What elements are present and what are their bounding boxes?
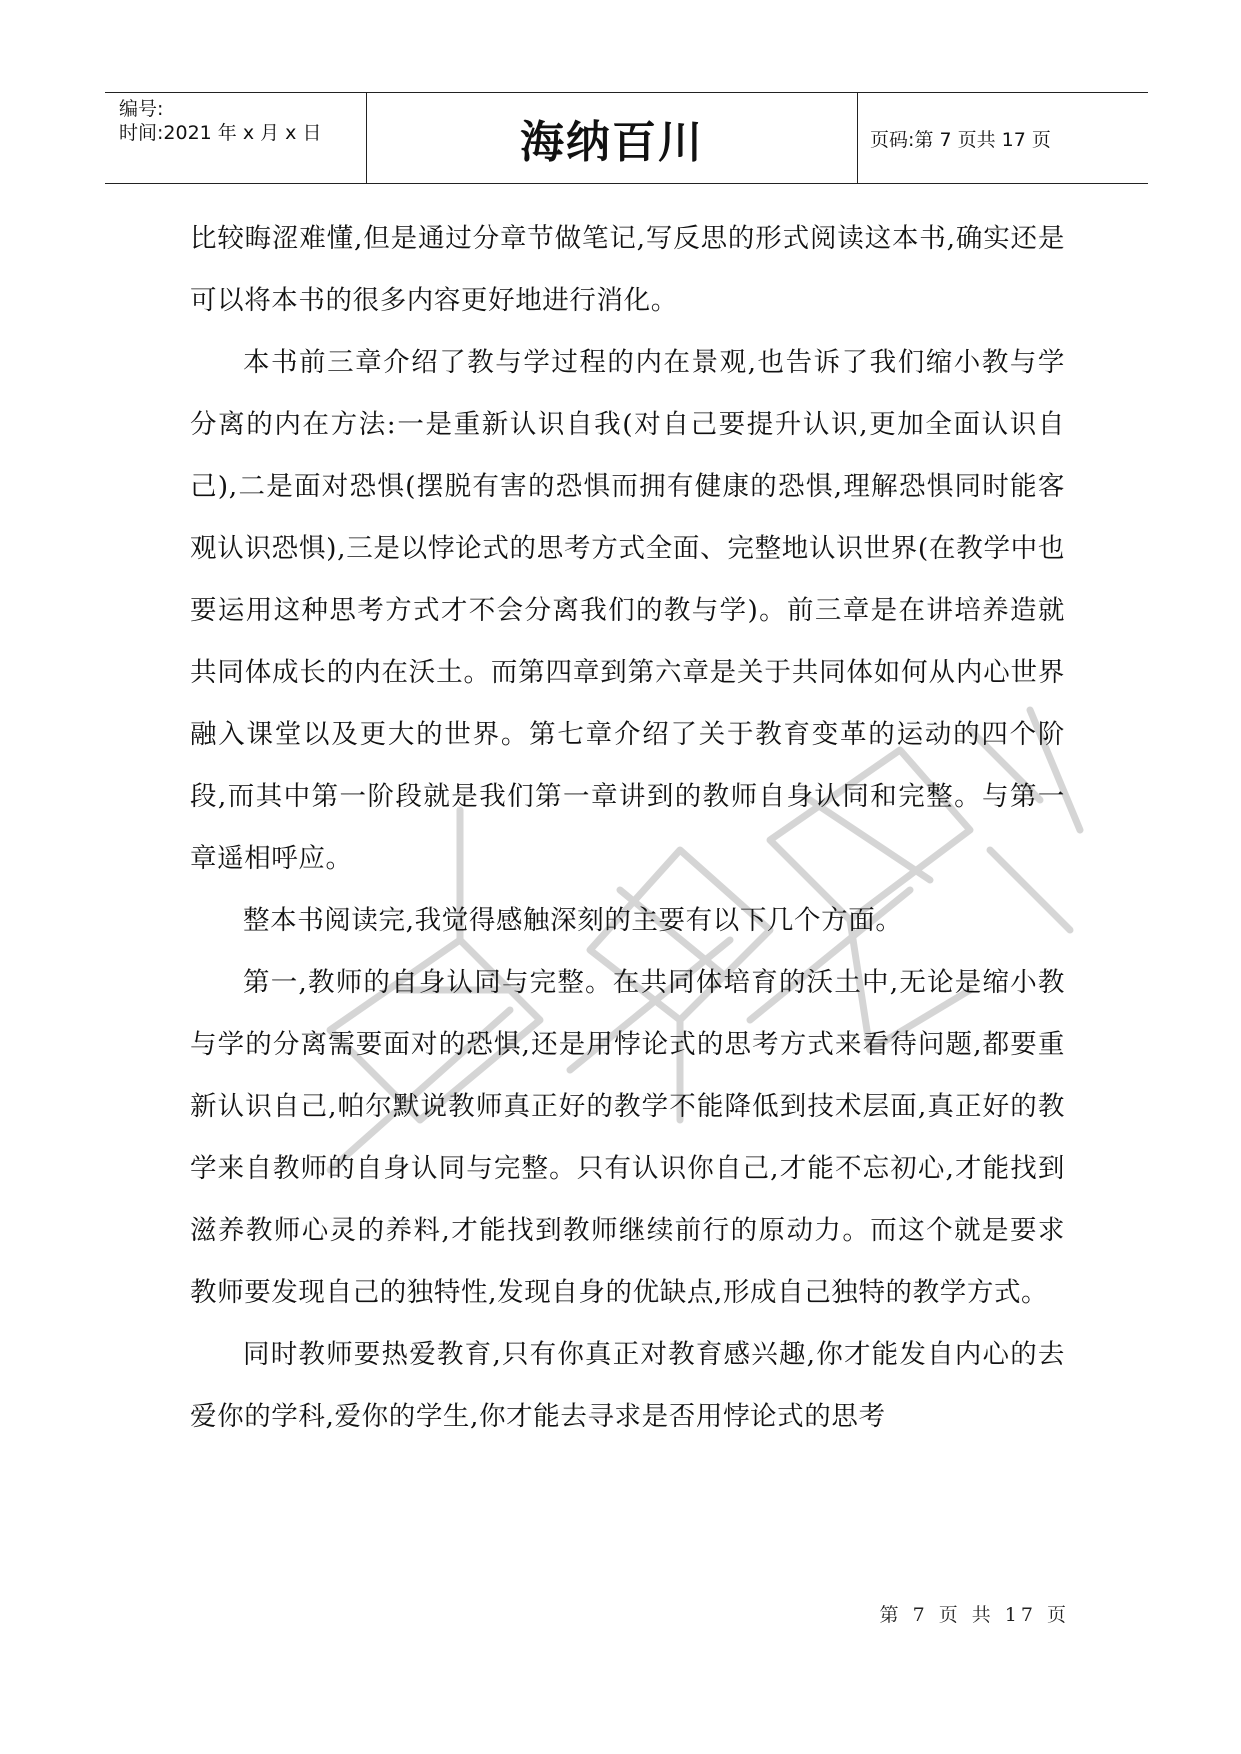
header-page-info: 页码:第 7 页共 17 页	[870, 128, 1051, 151]
paragraph-continuation: 比较晦涩难懂,但是通过分章节做笔记,写反思的形式阅读这本书,确实还是可以将本书的很多内容更好地进行消化。	[190, 223, 1065, 316]
header-brand-cell	[367, 93, 858, 183]
header-meta-cell	[105, 93, 367, 183]
paragraph-love-education: 同时教师要热爱教育,只有你真正对教育感兴趣,你才能发自内心的去爱你的学科,爱你的学生,你才能去寻求是否用悖论式的思考	[190, 1339, 1065, 1432]
paragraph-first-point: 第一,教师的自身认同与完整。在共同体培育的沃土中,无论是缩小教与学的分离需要面对的恐惧,还是用悖论式的思考方式来看待问题,都要重新认识自己,帕尔默说教师真正好的教学不能降低到技术层面,真正好的教学来自教师的自身认同与完整。只有认识你自己,才能不忘初心,才能找到滋养教师心灵的养料,才能找到教师继续前行的原动力。而这个就是要求教师要发现自己的独特性,发现自身的优缺点,形成自己独特的教学方式。	[190, 967, 1065, 1308]
document-time-label: 时间:2021 年 x 月 x 日	[119, 122, 322, 144]
header-table	[105, 92, 1148, 184]
paragraph-reflection-intro: 整本书阅读完,我觉得感触深刻的主要有以下几个方面。	[243, 905, 903, 936]
brand-title: 海纳百川	[520, 117, 704, 168]
footer-page-number: 第 7 页 共 17 页	[879, 1604, 1070, 1626]
paragraph-chapters-summary: 本书前三章介绍了教与学过程的内在景观,也告诉了我们缩小教与学分离的内在方法:一是重新认识自我(对自己要提升认识,更加全面认识自己),二是面对恐惧(摆脱有害的恐惧而拥有健康的恐惧,理解恐惧同时能客观认识恐惧),三是以悖论式的思考方式全面、完整地认识世界(在教学中也要运用这种思考方式才不会分离我们的教与学)。前三章是在讲培养造就共同体成长的内在沃土。而第四章到第六章是关于共同体如何从内心世界融入课堂以及更大的世界。第七章介绍了关于教育变革的运动的四个阶段,而其中第一阶段就是我们第一章讲到的教师自身认同和完整。与第一章遥相呼应。	[190, 347, 1065, 874]
header-page-cell	[858, 93, 1148, 183]
document-number-label: 编号:	[119, 98, 164, 120]
body-text	[190, 208, 1065, 1448]
